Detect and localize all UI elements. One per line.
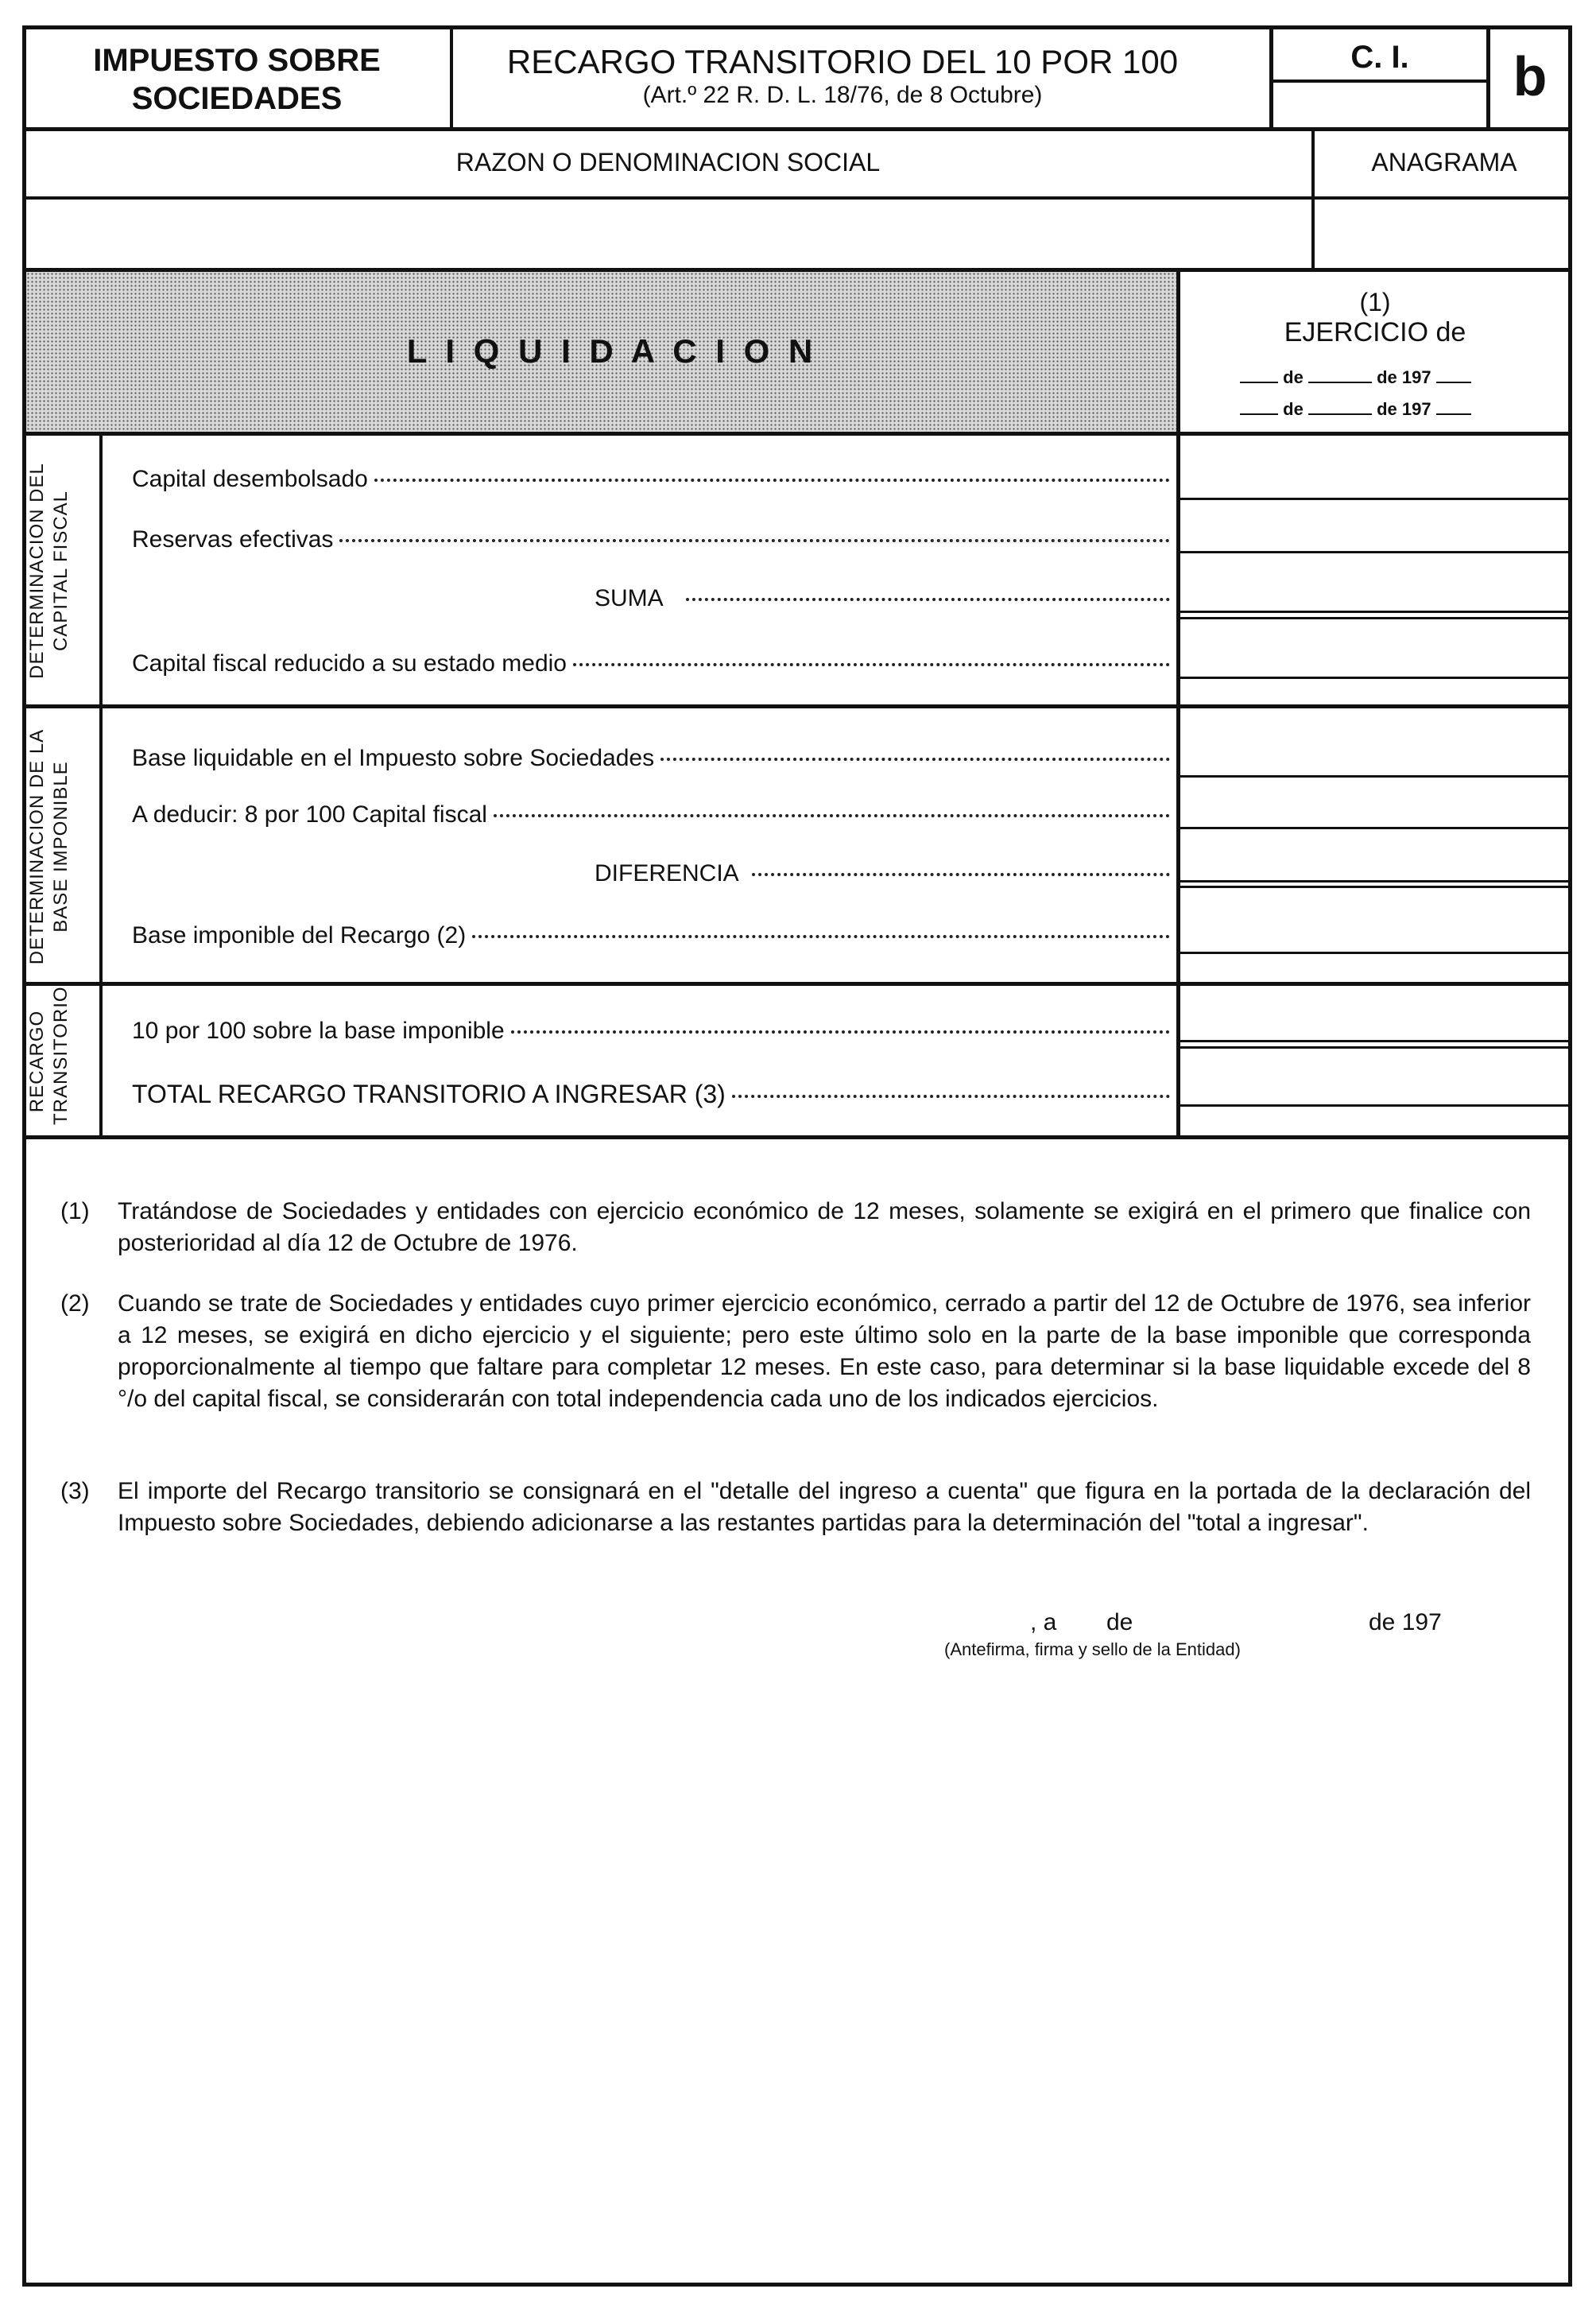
recargo-label-2: TRANSITORIO xyxy=(50,986,72,1125)
field-capital-desembolsado[interactable] xyxy=(1180,436,1571,498)
base-label-2: BASE IMPONIBLE xyxy=(50,761,72,933)
razon-label: RAZON O DENOMINACION SOCIAL xyxy=(455,148,881,177)
capital-label-1: DETERMINACION DEL xyxy=(26,463,48,679)
field-10-por-100[interactable] xyxy=(1180,986,1571,1040)
form-subtitle xyxy=(453,43,1232,110)
row-label: Base liquidable en el Impuesto sobre Sociedades xyxy=(132,745,655,771)
tax-title-line1: IMPUESTO SOBRE xyxy=(93,43,381,78)
section-recargo-label xyxy=(25,986,73,1125)
field-suma-capital[interactable] xyxy=(1180,553,1571,611)
row-label: Capital fiscal reducido a su estado medio xyxy=(132,650,567,677)
ejercicio-label: EJERCICIO de xyxy=(1284,317,1466,347)
capital-label-2: CAPITAL FISCAL xyxy=(50,490,72,652)
ejercicio-note: (1) xyxy=(1359,288,1391,316)
period-de-1: de xyxy=(1283,367,1304,387)
row-a-deducir xyxy=(132,801,1170,828)
row-diferencia xyxy=(595,860,1170,887)
anagrama-field[interactable] xyxy=(1315,200,1569,268)
subtitle-text: RECARGO TRANSITORIO DEL 10 POR 100 xyxy=(506,43,1179,80)
form-code-box[interactable] xyxy=(1273,83,1486,127)
row-reservas xyxy=(132,526,1170,553)
field-base-recargo[interactable] xyxy=(1180,888,1571,952)
row-10-por-100 xyxy=(132,1018,1170,1045)
tax-title-line2: SOCIEDADES xyxy=(131,81,343,116)
ejercicio-period-2[interactable] xyxy=(1240,399,1526,420)
period-year-2: de 197 xyxy=(1377,399,1431,419)
row-label: Reservas efectivas xyxy=(132,526,334,553)
row-base-recargo xyxy=(132,922,1170,949)
note-text: Tratándose de Sociedades y entidades con ejercicio económico de 12 meses, solamente se exigirá en el primero que finalice con posterioridad al día 12 de Octubre de 1976. xyxy=(118,1198,1531,1256)
anagrama-label: ANAGRAMA xyxy=(1371,148,1517,177)
row-label: TOTAL RECARGO TRANSITORIO A INGRESAR (3) xyxy=(132,1080,726,1108)
field-total-recargo[interactable] xyxy=(1180,1049,1571,1104)
note-1 xyxy=(60,1196,1531,1267)
form-letter: b xyxy=(1513,45,1548,107)
razon-social-field[interactable] xyxy=(26,200,1311,268)
period-year-1: de 197 xyxy=(1377,367,1431,387)
legal-reference: (Art.º 22 R. D. L. 18/76, de 8 Octubre) xyxy=(642,82,1043,108)
section-capital-label xyxy=(25,448,73,694)
field-reservas[interactable] xyxy=(1180,500,1571,551)
field-capital-fiscal[interactable] xyxy=(1180,619,1571,677)
note-text: Cuando se trate de Sociedades y entidades cuyo primer ejercicio económico, cerrado a partir del 12 de Octubre de 1976, sea inferior a 12 meses, se exigirá en dicho ejercicio y el siguiente; pero este último solo en la parte de la base imponible que corresponda proporcionalmente al tiempo que faltare para completar 12 meses. En este caso, para determinar si la base liquidable excede del 8 °/o del capital fiscal, se considerarán con total independencia cada uno de los indicados ejercicios. xyxy=(118,1290,1531,1412)
row-suma-capital xyxy=(595,585,1170,612)
note-number: (1) xyxy=(60,1198,90,1224)
row-capital-fiscal xyxy=(132,650,1170,677)
liquidacion-title: L I Q U I D A C I O N xyxy=(406,332,818,370)
note-2 xyxy=(60,1288,1531,1423)
note-number: (2) xyxy=(60,1290,90,1317)
field-base-liquidable[interactable] xyxy=(1180,708,1571,775)
note-number: (3) xyxy=(60,1478,90,1504)
base-label-1: DETERMINACION DE LA xyxy=(26,728,48,965)
signature-place: , a xyxy=(1030,1609,1057,1635)
ejercicio-header xyxy=(1180,288,1570,348)
note-text: El importe del Recargo transitorio se consignará en el "detalle del ingreso a cuenta" que figura en la portada de la declaración del Impuesto sobre Sociedades, debiendo adicionarse a las restantes partidas para la determinación del "total a ingresar". xyxy=(118,1478,1531,1536)
ejercicio-period-1[interactable] xyxy=(1240,367,1526,388)
field-a-deducir[interactable] xyxy=(1180,778,1571,827)
recargo-label-1: RECARGO xyxy=(26,1010,48,1113)
row-label: A deducir: 8 por 100 Capital fiscal xyxy=(132,801,487,828)
form-code: C. I. xyxy=(1350,40,1409,75)
row-label: 10 por 100 sobre la base imponible xyxy=(132,1018,505,1044)
row-label: SUMA xyxy=(595,585,664,611)
signature-year: de 197 xyxy=(1369,1609,1442,1635)
row-base-liquidable xyxy=(132,745,1170,772)
note-3 xyxy=(60,1476,1531,1579)
row-label: Capital desembolsado xyxy=(132,466,368,492)
signature-area[interactable] xyxy=(874,1670,1558,1908)
period-de-2: de xyxy=(1283,399,1304,419)
row-label: DIFERENCIA xyxy=(595,860,739,886)
row-total-recargo xyxy=(132,1080,1170,1109)
tax-title xyxy=(26,41,447,118)
row-label: Base imponible del Recargo (2) xyxy=(132,922,467,948)
signature-caption: (Antefirma, firma y sello de la Entidad) xyxy=(944,1639,1241,1659)
field-diferencia[interactable] xyxy=(1180,829,1571,880)
row-capital-desembolsado xyxy=(132,466,1170,493)
signature-de: de xyxy=(1106,1609,1133,1635)
section-base-label xyxy=(25,723,73,970)
